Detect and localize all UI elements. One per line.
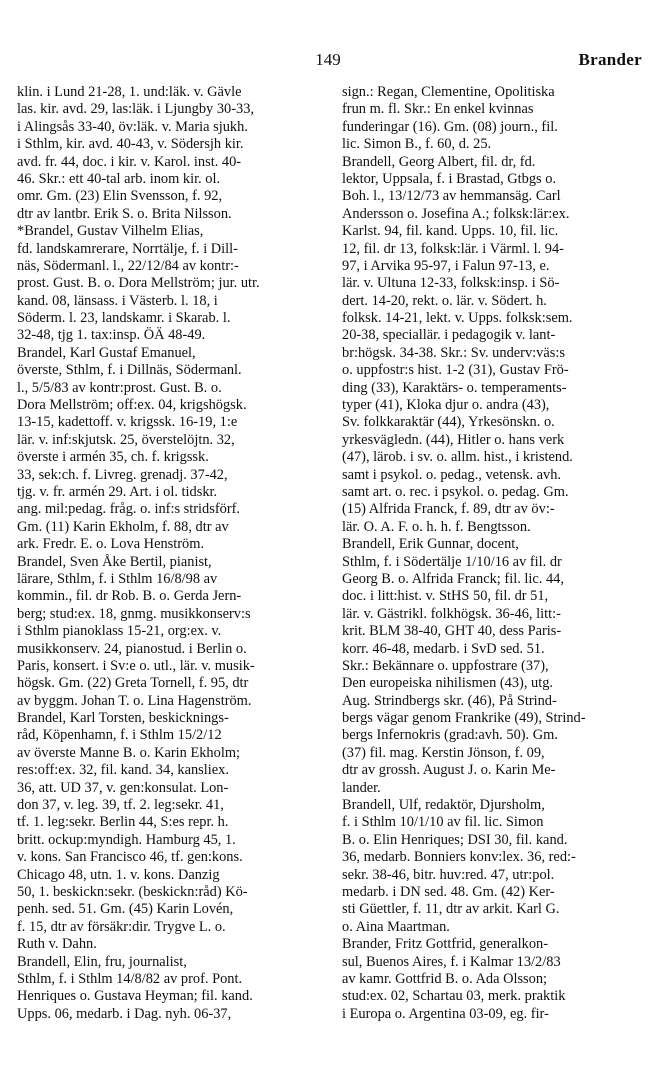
text-line: Chicago 48, utn. 1. v. kons. Danzig <box>17 866 220 883</box>
text-line: stud:ex. 02, Schartau 03, merk. praktik <box>342 988 566 1005</box>
text-line: Georg B. o. Alfrida Franck; fil. lic. 44, <box>342 570 564 587</box>
text-line: doc. i litt:hist. v. StHS 50, fil. dr 51, <box>342 588 549 605</box>
text-line: sti Güettler, f. 11, dtr av arkit. Karl G. <box>342 901 560 918</box>
text-line: Sthlm, f. i Södertälje 1/10/16 av fil. dr <box>342 553 562 570</box>
text-line: ark. Fredr. E. o. Lova Henström. <box>17 536 205 553</box>
text-line: samt art. o. rec. i psykol. o. pedag. Gm. <box>342 483 569 500</box>
text-line: o. uppfostr:s hist. 1-2 (31), Gustav Frö- <box>342 362 569 379</box>
text-line: Dora Mellström; off:ex. 04, krigshögsk. <box>17 397 247 414</box>
text-line: Sthlm, f. i Sthlm 14/8/82 av prof. Pont. <box>17 970 243 987</box>
text-line: högsk. Gm. (22) Greta Tornell, f. 95, dtr <box>17 675 249 692</box>
text-line: Brander, Fritz Gottfrid, generalkon- <box>342 936 549 953</box>
text-line: (47), lärob. i sv. o. allm. hist., i kristend. <box>342 449 573 466</box>
text-line: tf. 1. leg:sekr. Berlin 44, S:es repr. h. <box>17 814 229 831</box>
text-line: Gm. (11) Karin Ekholm, f. 88, dtr av <box>17 518 229 535</box>
text-line: dtr av grossh. August J. o. Karin Me- <box>342 762 556 779</box>
text-line: näs, Södermanl. l., 22/12/84 av kontr:- <box>17 257 239 274</box>
text-line: lic. Simon B., f. 60, d. 25. <box>342 136 492 153</box>
text-line: lär. v. Ultuna 12-33, folksk:insp. i Sö- <box>342 275 560 292</box>
text-line: sign.: Regan, Clementine, Opolitiska <box>342 84 555 100</box>
text-line: 36, att. UD 37, v. gen:konsulat. Lon- <box>17 779 229 796</box>
text-line: musikkonserv. 24, pianostud. i Berlin o. <box>17 640 247 657</box>
text-line: Skr.: Bekännare o. uppfostrare (37), <box>342 657 549 674</box>
text-line: 12, fil. dr 13, folksk:lär. i Värml. l. 94- <box>342 240 564 257</box>
text-line: folksk. 14-21, lekt. v. Upps. folksk:sem. <box>342 310 573 327</box>
text-line: o. Aina Maartman. <box>342 918 450 935</box>
text-line: dert. 14-20, rekt. o. lär. v. Södert. h. <box>342 292 547 309</box>
text-line: 20-38, speciallär. i pedagogik v. lant- <box>342 327 556 344</box>
text-line: fd. landskamrerare, Norrtälje, f. i Dill- <box>17 240 238 257</box>
text-line: lär. O. A. F. o. h. h. f. Bengtsson. <box>342 518 531 535</box>
text-line: 46. Skr.: ett 40-tal arb. inom kir. ol. <box>17 170 221 187</box>
text-line: 36, medarb. Bonniers konv:lex. 36, red:- <box>342 849 576 866</box>
text-line: samt i psykol. o. pedag., vetensk. avh. <box>342 466 562 483</box>
text-line: ang. mil:pedag. fråg. o. inf:s stridsförf. <box>17 501 241 518</box>
text-line: Sv. folkkaraktär (44), Yrkesönskn. o. <box>342 414 555 431</box>
text-line: överste i armén 35, ch. f. krigssk. <box>17 449 209 466</box>
text-line: av kamr. Gottfrid B. o. Ada Olsson; <box>342 970 548 987</box>
text-line: i Sthlm pianoklass 15-21, org:ex. v. <box>17 623 222 640</box>
text-line: Den europeiska nihilismen (43), utg. <box>342 675 554 692</box>
text-line: sul, Buenos Aires, f. i Kalmar 13/2/83 <box>342 953 561 970</box>
text-line: sekr. 38-46, bitr. huv:red. 47, utr:pol. <box>342 866 555 883</box>
text-line: britt. ockup:myndigh. Hamburg 45, 1. <box>17 831 236 848</box>
text-line: br:högsk. 34-38. Skr.: Sv. underv:väs:s <box>342 344 565 361</box>
text-line: av byggm. Johan T. o. Lina Hagenström. <box>17 692 252 709</box>
text-line: don 37, v. leg. 39, tf. 2. leg:sekr. 41, <box>17 797 224 814</box>
text-line: Brandell, Elin, fru, journalist, <box>17 953 187 970</box>
text-line: 33, sek:ch. f. Livreg. grenadj. 37-42, <box>17 466 228 483</box>
text-line: tjg. v. fr. armén 29. Art. i ol. tidskr. <box>17 483 218 500</box>
text-line: lander. <box>342 779 381 796</box>
text-line: Ruth v. Dahn. <box>17 936 97 953</box>
text-line: lärare, Sthlm, f. i Sthlm 16/8/98 av <box>17 570 218 587</box>
text-line: 97, i Arvika 95-97, i Falun 97-13, e. <box>342 257 550 274</box>
text-line: las. kir. avd. 29, las:läk. i Ljungby 30-33, <box>17 101 255 118</box>
text-line: ding (33), Karaktärs- o. temperaments- <box>342 379 567 396</box>
text-line: Andersson o. Josefina A.; folksk:lär:ex. <box>342 205 570 222</box>
text-line: bergs Infernokris (grad:avh. 50). Gm. <box>342 727 558 744</box>
text-line: Brandell, Ulf, redaktör, Djursholm, <box>342 797 545 814</box>
text-line: Brandel, Karl Gustaf Emanuel, <box>17 344 196 361</box>
text-line: l., 5/5/83 av kontr:prost. Gust. B. o. <box>17 379 222 396</box>
text-line: berg; stud:ex. 18, gnmg. musikkonserv:s <box>17 605 251 622</box>
text-line: korr. 46-48, medarb. i SvD sed. 51. <box>342 640 545 657</box>
text-line: Boh. l., 13/12/73 av hemmansäg. Carl <box>342 188 561 205</box>
text-line: råd, Köpenhamn, f. i Sthlm 15/2/12 <box>17 727 222 744</box>
text-line: Brandell, Georg Albert, fil. dr, fd. <box>342 153 536 170</box>
text-line: (37) fil. mag. Kerstin Jönson, f. 09, <box>342 744 545 761</box>
text-line: v. kons. San Francisco 46, tf. gen:kons. <box>17 849 243 866</box>
text-line: Upps. 06, medarb. i Dag. nyh. 06-37, <box>17 1005 232 1022</box>
text-line: av överste Manne B. o. Karin Ekholm; <box>17 744 241 761</box>
text-line: B. o. Elin Henriques; DSI 30, fil. kand. <box>342 831 568 848</box>
text-line: res:off:ex. 32, fil. kand. 34, kansliex. <box>17 762 229 779</box>
text-line: medarb. i DN sed. 48. Gm. (42) Ker- <box>342 883 555 900</box>
text-line: krit. BLM 38-40, GHT 40, dess Paris- <box>342 623 562 640</box>
text-line: avd. fr. 44, doc. i kir. v. Karol. inst. 40- <box>17 153 242 170</box>
text-line: lär. v. inf:skjutsk. 25, överstelöjtn. 32, <box>17 431 235 448</box>
text-line: omr. Gm. (23) Elin Svensson, f. 92, <box>17 188 223 205</box>
text-line: typer (41), Kloka djur o. andra (43), <box>342 397 550 414</box>
text-line: frun m. fl. Skr.: En enkel kvinnas <box>342 101 534 118</box>
text-line: Brandel, Sven Åke Bertil, pianist, <box>17 553 212 570</box>
right-column <box>342 84 644 1023</box>
text-line: kommin., fil. dr Rob. B. o. Gerda Jern- <box>17 588 242 605</box>
text-line: i Europa o. Argentina 03-09, eg. fir- <box>342 1005 549 1022</box>
text-line: prost. Gust. B. o. Dora Mellström; jur. utr. <box>17 275 260 292</box>
text-line: *Brandel, Gustav Vilhelm Elias, <box>17 223 204 240</box>
text-line: penh. sed. 51. Gm. (45) Karin Lovén, <box>17 901 234 918</box>
text-line: Aug. Strindbergs skr. (46), På Strind- <box>342 692 557 709</box>
text-line: Paris, konsert. i Sv:e o. utl., lär. v. musik- <box>17 657 255 674</box>
text-line: Söderm. l. 23, landskamr. i Skarab. l. <box>17 310 231 327</box>
text-line: lär. v. Gästrikl. folkhögsk. 36-46, litt:- <box>342 605 561 622</box>
text-line: Brandell, Erik Gunnar, docent, <box>342 536 519 553</box>
text-line: dtr av lantbr. Erik S. o. Brita Nilsson. <box>17 205 232 222</box>
text-line: f. 15, dtr av försäkr:dir. Trygve L. o. <box>17 918 226 935</box>
text-line: f. i Sthlm 10/1/10 av fil. lic. Simon <box>342 814 544 831</box>
text-line: funderingar (16). Gm. (08) journ., fil. <box>342 118 558 135</box>
text-line: (15) Alfrida Franck, f. 89, dtr av öv:- <box>342 501 555 518</box>
text-line: bergs vägar genom Frankrike (49), Strind- <box>342 710 586 727</box>
text-line: i Sthlm, kir. avd. 40-43, v. Södersjh kir. <box>17 136 244 153</box>
text-line: kand. 08, länsass. i Västerb. l. 18, i <box>17 292 218 309</box>
text-line: lektor, Uppsala, f. i Brastad, Gtbgs o. <box>342 170 557 187</box>
page-number: 149 <box>315 50 341 69</box>
text-line: Brandel, Karl Torsten, beskicknings- <box>17 710 229 727</box>
left-column <box>17 84 319 1023</box>
text-line: klin. i Lund 21-28, 1. und:läk. v. Gävle <box>17 84 242 100</box>
text-line: Karlst. 94, fil. kand. Upps. 10, fil. lic. <box>342 223 559 240</box>
text-line: 50, 1. beskickn:sekr. (beskickn:råd) Kö- <box>17 883 248 900</box>
text-line: Henriques o. Gustava Heyman; fil. kand. <box>17 988 253 1005</box>
running-head: Brander <box>578 50 642 69</box>
text-line: yrkesvägledn. (44), Hitler o. hans verk <box>342 431 565 448</box>
text-line: 32-48, tjg 1. tax:insp. ÖÄ 48-49. <box>17 327 206 344</box>
text-line: överste, Sthlm, f. i Dillnäs, Södermanl. <box>17 362 242 379</box>
text-line: 13-15, kadettoff. v. krigssk. 16-19, 1:e <box>17 414 238 431</box>
text-line: i Alingsås 33-40, öv:läk. v. Maria sjukh. <box>17 118 248 135</box>
